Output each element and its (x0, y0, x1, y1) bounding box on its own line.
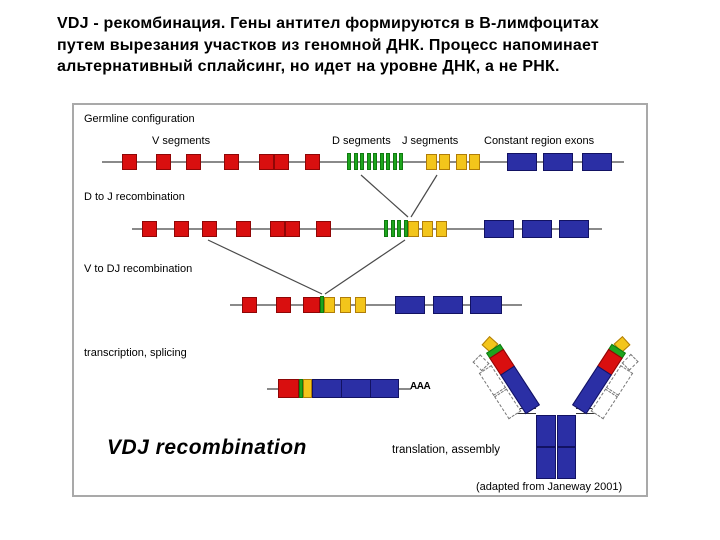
heavy-chain-stem-right (557, 415, 576, 479)
row-label-transcription: transcription, splicing (84, 347, 187, 359)
row-label-v-to-dj: V to DJ recombination (84, 263, 193, 275)
stem-domain-divider (557, 446, 576, 448)
v-segment (174, 221, 189, 237)
v-segment (224, 154, 239, 170)
row-label-d-to-j: D to J recombination (84, 191, 185, 203)
constant-exon (312, 379, 342, 398)
j-segment (422, 221, 433, 237)
v-segment (142, 221, 157, 237)
constant-exon (470, 296, 502, 314)
v-segment (202, 221, 217, 237)
antibody-arm-right (572, 335, 646, 424)
diagram-panel (72, 103, 648, 497)
j-segment (408, 221, 419, 237)
constant-exon (559, 220, 589, 238)
diagram-caption: VDJ recombination (107, 436, 307, 459)
j-segment (426, 154, 437, 170)
j-segment (324, 297, 335, 313)
j-segment (340, 297, 351, 313)
j-segment (456, 154, 467, 170)
translation-label: translation, assembly (392, 444, 501, 456)
j-segments-label: J segments (402, 135, 459, 147)
j-segment (303, 379, 312, 398)
constant-exon (507, 153, 537, 171)
title-line-2: путем вырезания участков из геномной ДНК. Процесс напоминает (57, 36, 599, 54)
d-segment (367, 153, 371, 170)
v-segment (259, 154, 274, 170)
heavy-chain-stem-left (536, 415, 556, 479)
d-segment (399, 153, 403, 170)
d-segment (373, 153, 377, 170)
d-segment (397, 220, 401, 237)
constant-exon (370, 379, 399, 398)
stem-domain-divider (536, 446, 556, 448)
v-segment (156, 154, 171, 170)
constant-exon (582, 153, 612, 171)
constant-exon (433, 296, 463, 314)
credit-note: (adapted from Janeway 2001) (476, 481, 623, 493)
antibody-diagram (464, 315, 646, 495)
constant-region-label: Constant region exons (484, 135, 595, 147)
title-line-1: VDJ - рекомбинация. Гены антител формируются в В-лимфоцитах (57, 15, 599, 32)
j-segment (469, 154, 480, 170)
d-segment (347, 153, 351, 170)
v-segment (186, 154, 201, 170)
v-segment (270, 221, 285, 237)
d-segment (384, 220, 388, 237)
d-segment (391, 220, 395, 237)
v-segment (242, 297, 257, 313)
title-line-3: альтернативный сплайсинг, но идет на уровне ДНК, а не РНК. (57, 58, 560, 75)
d-segment (386, 153, 390, 170)
v-segment (274, 154, 289, 170)
constant-exon (395, 296, 425, 314)
j-segment (439, 154, 450, 170)
d-segments-label: D segments (332, 135, 391, 147)
v-segment (278, 379, 299, 398)
constant-exon (543, 153, 573, 171)
v-segment (303, 297, 320, 313)
j-segment (355, 297, 366, 313)
constant-exon (484, 220, 514, 238)
constant-exon (522, 220, 552, 238)
d-segment (354, 153, 358, 170)
poly-a-tail-label: AAA (410, 381, 431, 392)
d-segment (393, 153, 397, 170)
row-label-germline: Germline configuration (84, 113, 195, 125)
constant-exon (341, 379, 371, 398)
v-segment (305, 154, 320, 170)
v-segment (316, 221, 331, 237)
v-segment (285, 221, 300, 237)
j-segment (436, 221, 447, 237)
v-segments-label: V segments (152, 135, 211, 147)
v-segment (122, 154, 137, 170)
v-segment (236, 221, 251, 237)
d-segment (380, 153, 384, 170)
antibody-arm-left (466, 335, 540, 424)
d-segment (360, 153, 364, 170)
v-segment (276, 297, 291, 313)
slide-title (57, 13, 697, 78)
